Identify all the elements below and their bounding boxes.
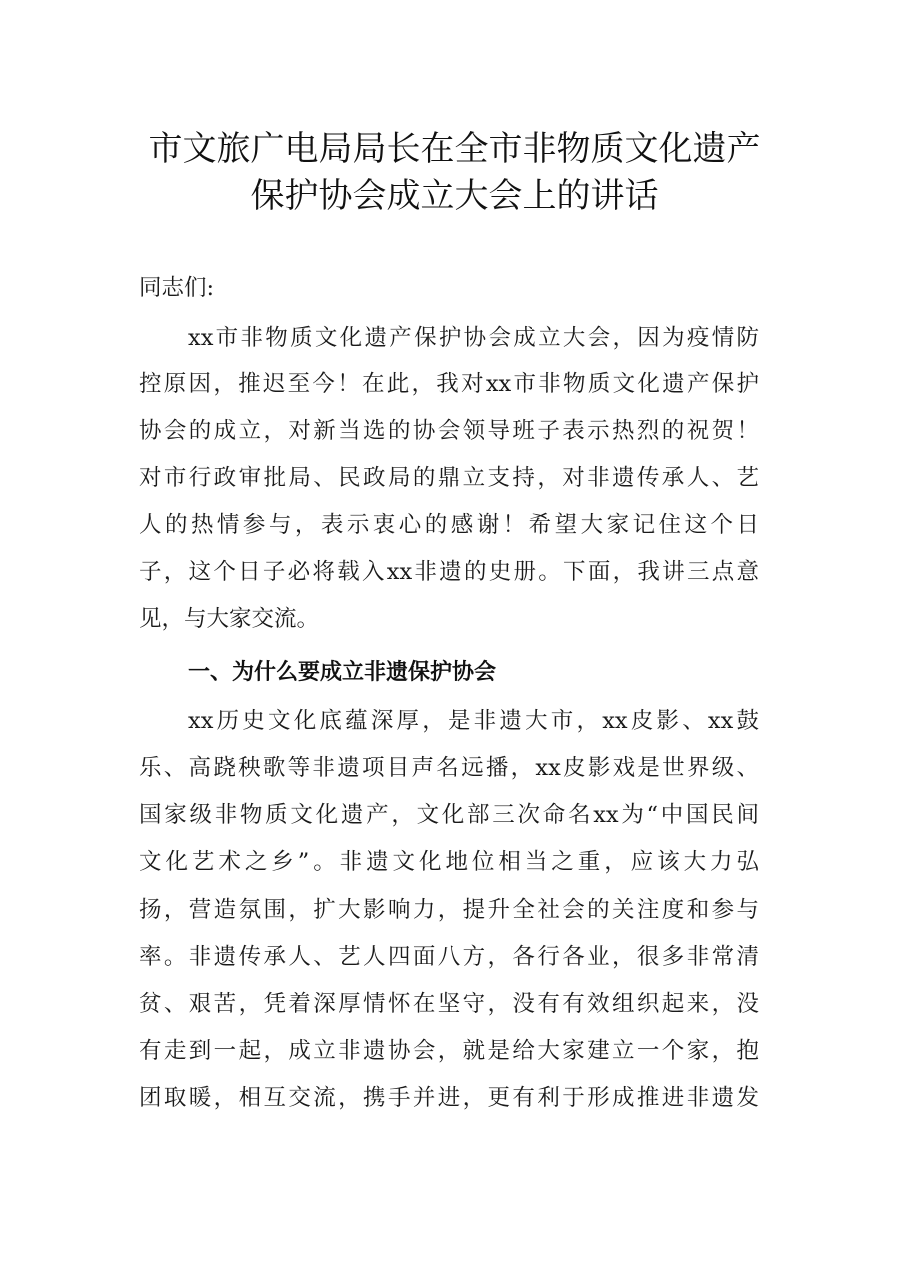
- paragraph-line: 子，这个日子必将载入xx非遗的史册。下面，我讲三点意: [139, 559, 759, 585]
- section-heading: 一、为什么要成立非遗保护协会: [188, 660, 497, 685]
- paragraph-line: 协会的成立，对新当选的协会领导班子表示热烈的祝贺！: [139, 418, 759, 444]
- paragraph-line: xx历史文化底蕴深厚，是非遗大市，xx皮影、xx鼓: [188, 708, 759, 734]
- paragraph-line: 控原因，推迟至今！在此，我对xx市非物质文化遗产保护: [139, 371, 759, 397]
- paragraph-line: 人的热情参与，表示衷心的感谢！希望大家记住这个日: [139, 512, 759, 538]
- paragraph-line: 率。非遗传承人、艺人四面八方，各行各业，很多非常清: [139, 944, 759, 970]
- paragraph-line: 贫、艰苦，凭着深厚情怀在坚守，没有有效组织起来，没: [139, 991, 759, 1017]
- title-line-2: 保护协会成立大会上的讲话: [250, 176, 659, 216]
- paragraph-line: 文化艺术之乡”。非遗文化地位相当之重，应该大力弘: [139, 849, 759, 875]
- paragraph-line: 乐、高跷秧歌等非遗项目声名远播，xx皮影戏是世界级、: [139, 755, 759, 781]
- paragraph-line: 国家级非物质文化遗产，文化部三次命名xx为“中国民间: [139, 802, 759, 828]
- paragraph-line: 扬，营造氛围，扩大影响力，提升全社会的关注度和参与: [139, 897, 759, 923]
- paragraph-line: xx市非物质文化遗产保护协会成立大会，因为疫情防: [188, 325, 759, 351]
- paragraph-line: 对市行政审批局、民政局的鼎立支持，对非遗传承人、艺: [139, 465, 759, 491]
- salutation: 同志们:: [139, 275, 215, 301]
- title-line-1: 市文旅广电局局长在全市非物质文化遗产: [148, 129, 761, 169]
- paragraph-line: 见，与大家交流。: [139, 606, 320, 632]
- paragraph-line: 团取暖，相互交流，携手并进，更有利于形成推进非遗发: [139, 1085, 759, 1111]
- paragraph-line: 有走到一起，成立非遗协会，就是给大家建立一个家，抱: [139, 1038, 759, 1064]
